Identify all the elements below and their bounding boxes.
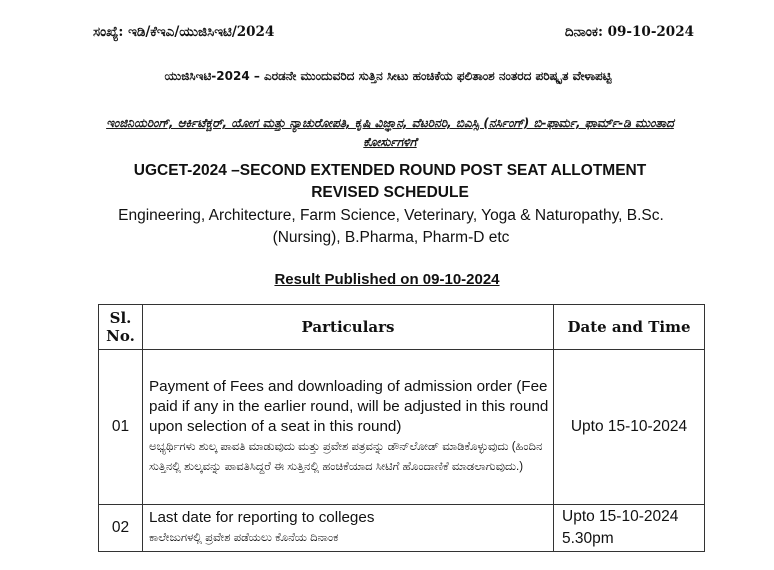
particulars-kannada: ಕಾಲೇಜುಗಳಲ್ಲಿ ಪ್ರವೇಶ ಪಡೆಯಲು ಕೊನೆಯ ದಿನಾಂಕ <box>149 532 339 544</box>
row-particulars <box>143 350 554 505</box>
row-particulars <box>143 505 554 552</box>
reference-number: ಸಂಖ್ಯೆ: ಇಡಿ/ಕೆಇಎ/ಯುಜಿಸಿಇಟಿ/2024 <box>93 24 275 40</box>
row-date-time <box>554 350 705 505</box>
kannada-title: ಯುಜಿಸಿಇಟಿ-2024 – ಎರಡನೇ ಮುಂದುವರಿದ ಸುತ್ತಿನ ಸೀಟು ಹಂಚಿಕೆಯ ಫಲಿತಾಂಶ ನಂತರದ ಪರಿಷ್ಕೃತ ವೇಳಾಪಟ್ಟಿ <box>164 69 612 83</box>
particulars-kannada: ಅಭ್ಯರ್ಥಿಗಳು ಶುಲ್ಕ ಪಾವತಿ ಮಾಡುವುದು ಮತ್ತು ಪ್ರವೇಶ ಪತ್ರವನ್ನು ಡೌನ್‌ಲೋಡ್ ಮಾಡಿಕೊಳ್ಳುವುದು (ಹಿಂದಿನ ಸುತ್ತಿನಲ್ಲಿ ಶುಲ್ಕವನ್ನು ಪಾವತಿಸಿದ್ದರೆ ಈ ಸುತ್ತಿನಲ್ಲಿ ಹಂಚಿಕೆಯಾದ ಸೀಟಿಗೆ ಹೊಂದಾಣಿಕೆ ಮಾಡಲಾಗುವುದು.) <box>149 441 543 473</box>
header-particulars: Particulars <box>143 305 554 350</box>
header-date-time: Date and Time <box>554 305 705 350</box>
kannada-courses-text: ಇಂಜಿನಿಯರಿಂಗ್, ಆರ್ಕಿಟೆಕ್ಚರ್, ಯೋಗ ಮತ್ತು ನ್ಯಾಚುರೋಪತಿ, ಕೃಷಿ ವಿಜ್ಞಾನ, ವೆಟರಿನರಿ, ಬಿಎಸ್ಸಿ (ನರ್ಸಿಂಗ್) ಬಿ-ಫಾರ್ಮ, ಫಾರ್ಮ್-ಡಿ ಮುಂತಾದ ಕೋರ್ಸುಗಳಿಗೆ <box>106 116 674 149</box>
document-date: ದಿನಾಂಕ: 09-10-2024 <box>564 24 694 40</box>
table-row <box>99 350 705 505</box>
english-courses-line: Engineering, Architecture, Farm Science, Veterinary, Yoga & Naturopathy, B.Sc. (Nursing), B.Pharma, Pharm-D etc <box>118 207 664 246</box>
row-date-time <box>554 505 705 552</box>
date-line-1: Upto 15-10-2024 <box>562 508 679 525</box>
kannada-courses-line <box>100 114 680 152</box>
row-sl-number: 02 <box>99 505 143 552</box>
row-sl-number: 01 <box>99 350 143 505</box>
result-published-text: Result Published on 09-10-2024 <box>274 271 500 288</box>
document-header <box>0 24 774 46</box>
particulars-english: Last date for reporting to colleges <box>149 509 375 526</box>
particulars-english: Payment of Fees and downloading of admission order (Fee paid if any in the earlier round, will be adjusted in this round upon selection of a seat in this round) <box>149 378 549 435</box>
result-published-heading <box>0 271 774 288</box>
english-title: UGCET-2024 –SECOND EXTENDED ROUND POST SEAT ALLOTMENT REVISED SCHEDULE <box>133 162 647 201</box>
header-sl-no: Sl. No. <box>99 305 143 350</box>
schedule-table <box>98 304 705 552</box>
date-line-1: Upto 15-10-2024 <box>570 418 688 435</box>
date-line-2: 5.30pm <box>562 530 614 547</box>
table-row <box>99 505 705 552</box>
table-header-row <box>99 305 705 350</box>
